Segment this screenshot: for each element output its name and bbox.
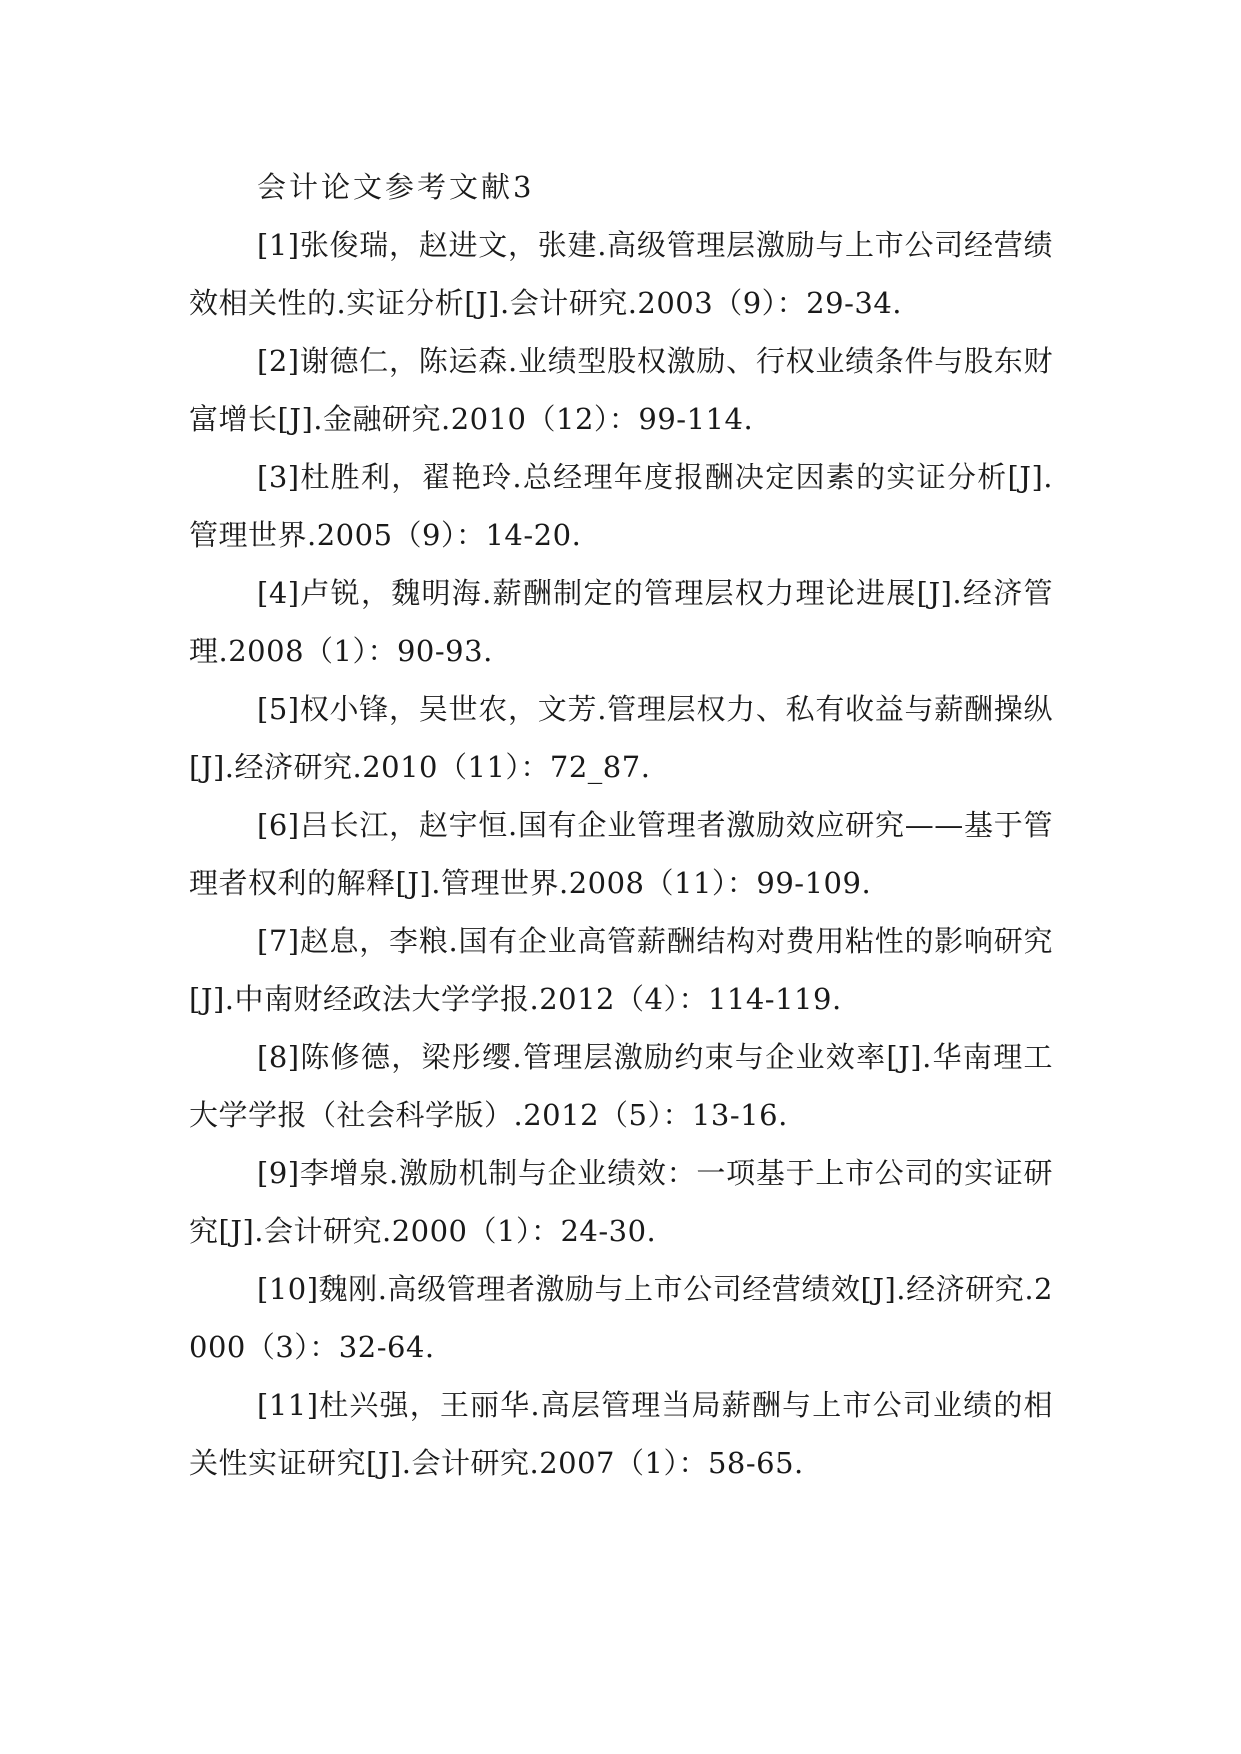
reference-item-1: [1]张俊瑞，赵进文，张建.高级管理层激励与上市公司经营绩效相关性的.实证分析[J].会计研究.2003（9）：29-34.: [189, 228, 1053, 320]
reference-item-2: [2]谢德仁，陈运森.业绩型股权激励、行权业绩条件与股东财富增长[J].金融研究.2010（12）：99-114.: [189, 344, 1053, 436]
reference-item-11: [11]杜兴强，王丽华.高层管理当局薪酬与上市公司业绩的相关性实证研究[J].会计研究.2007（1）：58-65.: [189, 1388, 1053, 1480]
reference-item-6: [6]吕长江，赵宇恒.国有企业管理者激励效应研究——基于管理者权利的解释[J].管理世界.2008（11）：99-109.: [189, 808, 1053, 900]
document-title: 会计论文参考文献3: [257, 170, 535, 204]
reference-item-8: [8]陈修德，梁彤缨.管理层激励约束与企业效率[J].华南理工大学学报（社会科学版）.2012（5）：13-16.: [189, 1040, 1053, 1132]
reference-item-3: [3]杜胜利，翟艳玲.总经理年度报酬决定因素的实证分析[J].管理世界.2005（9）：14-20.: [189, 460, 1053, 552]
reference-item-10: [10]魏刚.高级管理者激励与上市公司经营绩效[J].经济研究.2000（3）：32-64.: [189, 1272, 1053, 1364]
reference-item-9: [9]李增泉.激励机制与企业绩效：一项基于上市公司的实证研究[J].会计研究.2000（1）：24-30.: [189, 1156, 1053, 1248]
reference-item-7: [7]赵息，李粮.国有企业高管薪酬结构对费用粘性的影响研究[J].中南财经政法大学学报.2012（4）：114-119.: [189, 924, 1053, 1016]
document-body: [189, 158, 1053, 1492]
reference-item-5: [5]权小锋，吴世农，文芳.管理层权力、私有收益与薪酬操纵[J].经济研究.2010（11）：72_87.: [189, 692, 1053, 784]
reference-item-4: [4]卢锐，魏明海.薪酬制定的管理层权力理论进展[J].经济管理.2008（1）：90-93.: [189, 576, 1053, 668]
